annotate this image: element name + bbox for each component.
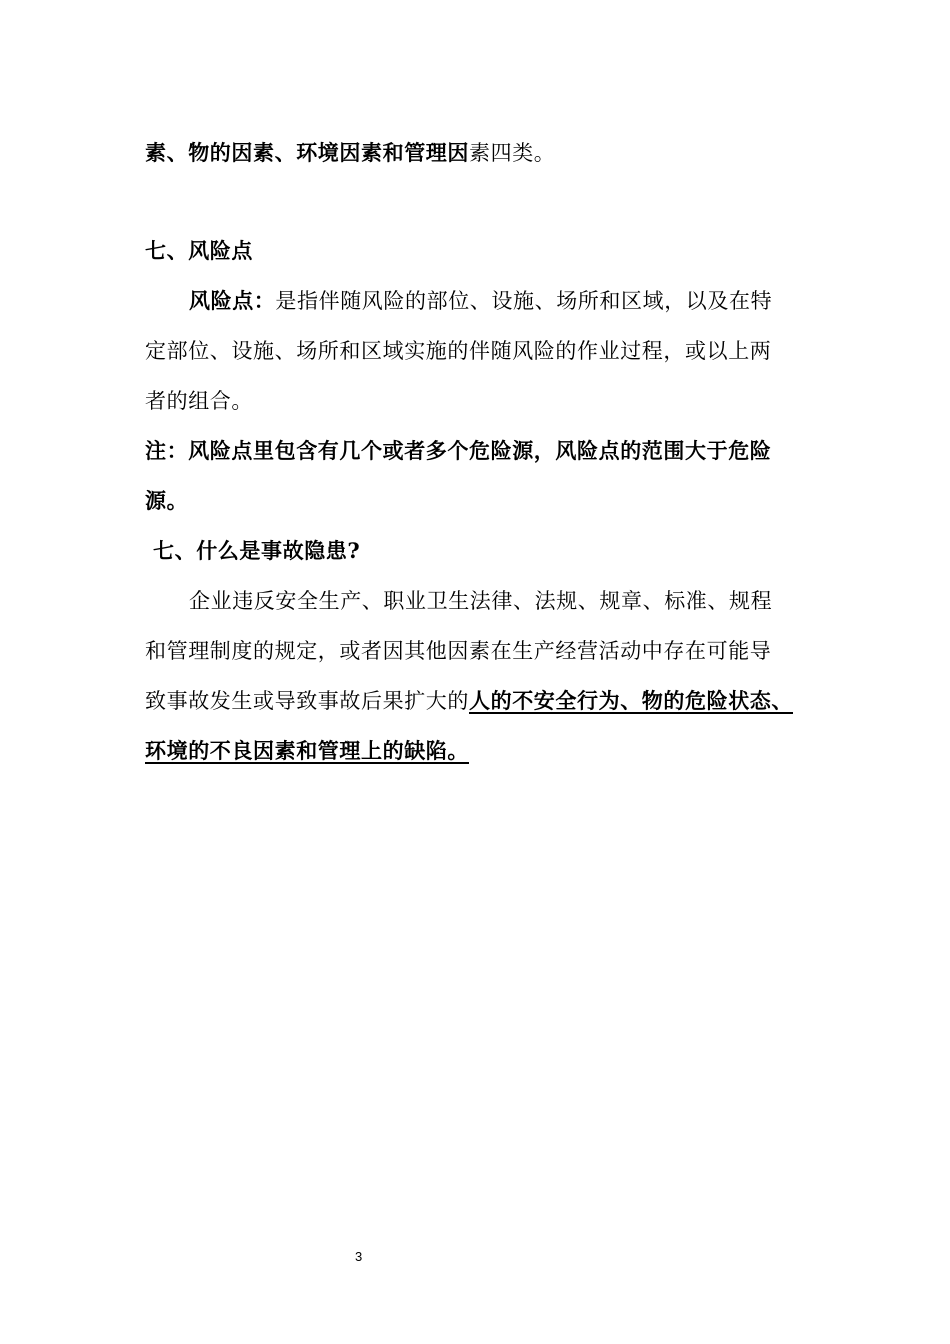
underlined-text: 人的不安全行为、物的危险状态、: [469, 688, 793, 713]
page-number: 3: [355, 1249, 363, 1264]
note-line-2: 源。: [145, 488, 189, 513]
hazard-line-2: 和管理制度的规定，或者因其他因素在生产经营活动中存在可能导: [145, 639, 772, 663]
section-heading-risk-point: 七、风险点: [145, 238, 253, 263]
definition-line-3: 者的组合。: [145, 389, 253, 413]
note-line-1: 注：风险点里包含有几个或者多个危险源，风险点的范围大于危险: [145, 438, 772, 463]
definition-term: 风险点：: [189, 288, 276, 313]
definition-line-2: 定部位、设施、场所和区域实施的伴随风险的作业过程，或以上两: [145, 339, 772, 363]
paragraph-continuation: [145, 138, 555, 168]
definition-line-1: [189, 286, 772, 316]
hazard-line-3: [145, 686, 793, 716]
section-heading-hazard: 七、什么是事故隐患?: [153, 538, 361, 563]
definition-text: 是指伴随风险的部位、设施、场所和区域，以及在特: [275, 289, 773, 313]
normal-text: 素四类。: [469, 141, 556, 165]
hazard-line-1: 企业违反安全生产、职业卫生法律、法规、规章、标准、规程: [189, 589, 773, 613]
bold-text: 素、物的因素、环境因素和管理因: [145, 140, 469, 165]
underlined-text: 环境的不良因素和管理上的缺陷。: [145, 738, 469, 763]
hazard-line-3-text: 致事故发生或导致事故后果扩大的: [145, 689, 469, 713]
hazard-line-4: [145, 736, 469, 766]
